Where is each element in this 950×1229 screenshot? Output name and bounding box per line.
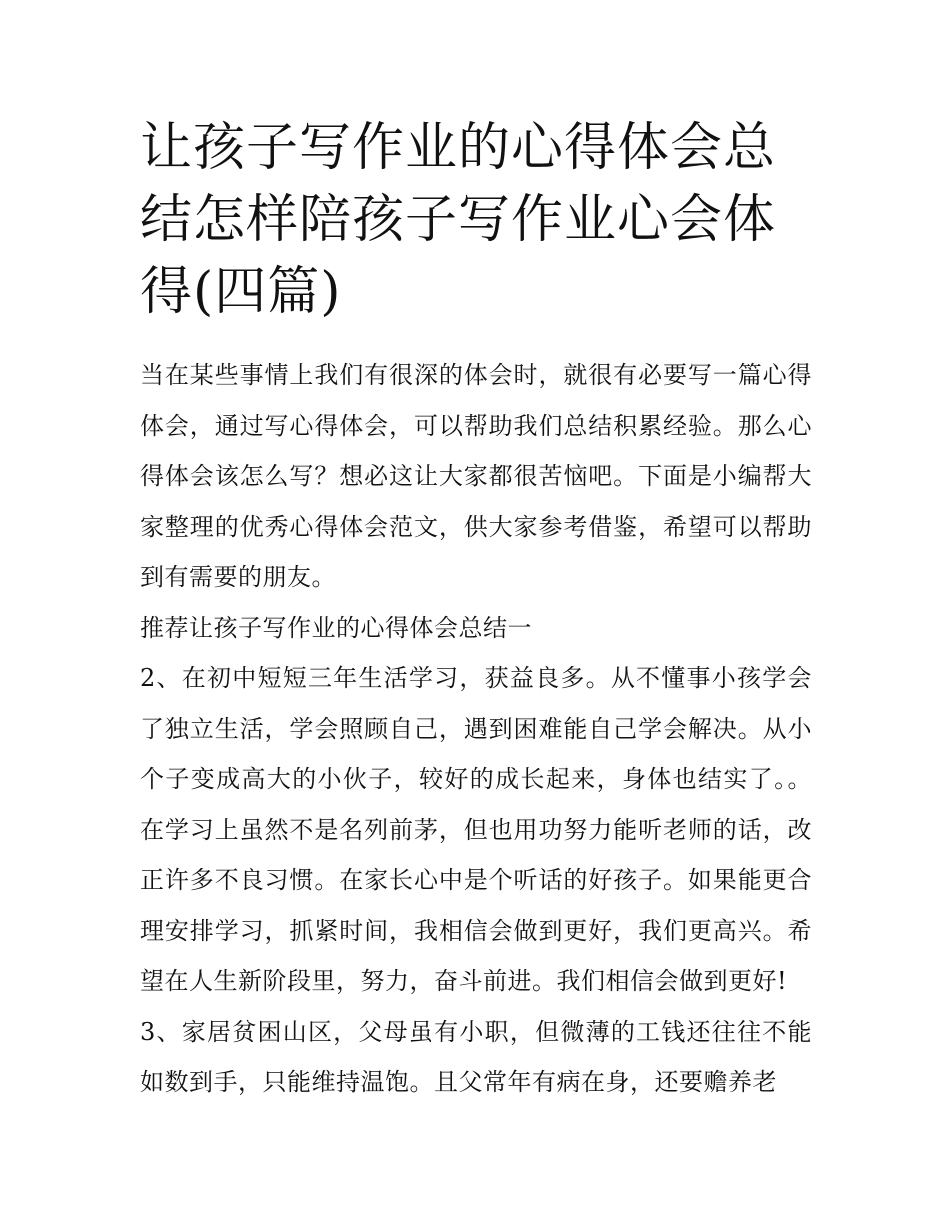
document-title: 让孩子写作业的心得体会总结怎样陪孩子写作业心会体得(四篇) [140, 118, 777, 322]
intro-paragraph: 当在某些事情上我们有很深的体会时，就很有必要写一篇心得体会，通过写心得体会，可以帮助我们总结积累经验。那么心得体会该怎么写？想必这让大家都很苦恼吧。下面是小编帮大家整理的优秀心得体会范文，供大家参考借鉴，希望可以帮助到有需要的朋友。 [140, 361, 812, 591]
section-heading: 推荐让孩子写作业的心得体会总结一 [140, 613, 532, 642]
document-page [140, 112, 812, 1108]
body-paragraph: 2、在初中短短三年生活学习，获益良多。从不懂事小孩学会了独立生活，学会照顾自己，遇到困难能自己学会解决。从小个子变成高大的小伙子，较好的成长起来，身体也结实了。。在学习上虽然不是名列前茅，但也用功努力能听老师的话，改正许多不良习惯。在家长心中是个听话的好孩子。如果能更合理安排学习，抓紧时间，我相信会做到更好，我们更高兴。希望在人生新阶段里，努力，奋斗前进。我们相信会做到更好! [140, 664, 812, 995]
body-paragraph: 3、家居贫困山区，父母虽有小职，但微薄的工钱还往往不能如数到手，只能维持温饱。且父常年有病在身，还要赡养老 [140, 1017, 812, 1096]
